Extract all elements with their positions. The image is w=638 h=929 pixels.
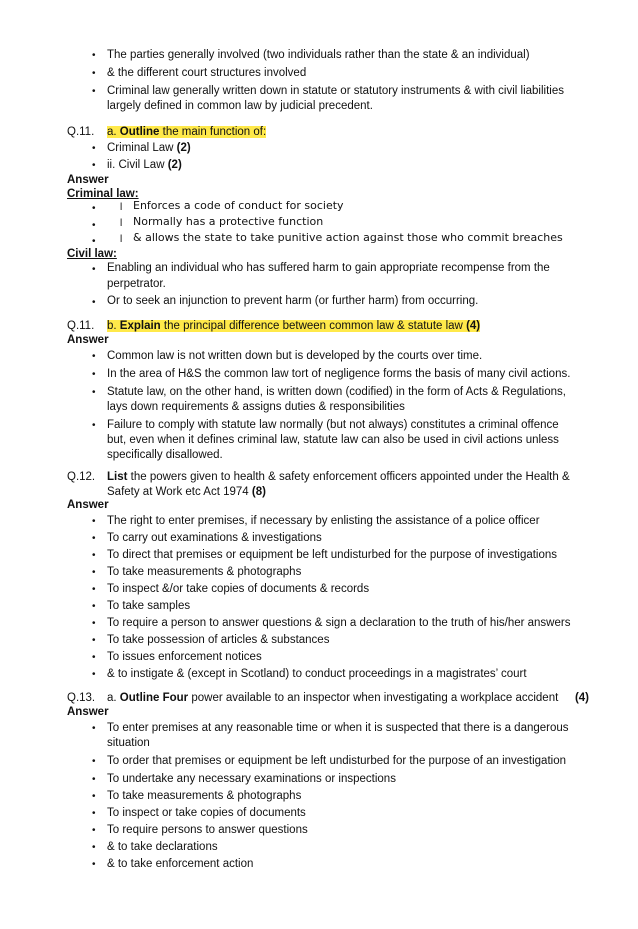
list-item: To take samples: [107, 600, 191, 612]
answer-label: Answer: [67, 174, 109, 186]
list-item: Enabling an individual who has suffered harm to gain appropriate recompense from the: [107, 262, 550, 274]
question-line: Safety at Work etc Act 1974: [107, 486, 249, 498]
bullet-icon: •: [92, 220, 96, 231]
list-item: The parties generally involved (two individuals rather than the state & an individual): [107, 49, 530, 61]
bullet-icon: •: [92, 774, 96, 785]
question-rest: power available to an inspector when investigating a workplace accident: [191, 692, 559, 704]
list-item-continuation: perpetrator.: [107, 278, 166, 290]
bullet-icon: •: [92, 842, 96, 853]
part-marks: (2): [176, 142, 191, 154]
list-item: To inspect or take copies of documents: [107, 807, 306, 819]
list-item: To require persons to answer questions: [107, 824, 308, 836]
bullet-icon: •: [92, 516, 96, 527]
list-item: Normally has a protective function: [133, 215, 324, 228]
list-item: To enter premises at any reasonable time or when it is suspected that there is a dangerous: [107, 722, 569, 734]
bullet-icon: •: [92, 723, 96, 734]
question-rest: the main function of:: [162, 126, 267, 138]
question-prefix: a.: [107, 126, 117, 138]
list-item: Enforces a code of conduct for society: [133, 199, 344, 212]
list-item: To order that premises or equipment be left undisturbed for the purpose of an investigation: [107, 755, 566, 767]
criminal-law-heading: Criminal law:: [67, 188, 139, 200]
bullet-icon: •: [92, 669, 96, 680]
bullet-icon: •: [92, 236, 96, 247]
question-prefix: b.: [107, 320, 117, 332]
part-text: Criminal Law: [107, 142, 174, 154]
list-item: & to take declarations: [107, 841, 218, 853]
bullet-icon: •: [92, 601, 96, 612]
list-item: & to take enforcement action: [107, 858, 254, 870]
question-text: [107, 472, 589, 484]
list-item: Common law is not written down but is developed by the courts over time.: [107, 350, 483, 362]
question-number: Q.11.: [67, 320, 95, 332]
list-item: To take measurements & photographs: [107, 566, 302, 578]
bullet-icon: •: [92, 825, 96, 836]
list-item-continuation: specifically disallowed.: [107, 449, 223, 461]
bullet-icon: •: [92, 369, 96, 380]
answer-label: Answer: [67, 499, 109, 511]
list-item: To carry out examinations & investigations: [107, 532, 322, 544]
list-item: To issues enforcement notices: [107, 651, 262, 663]
bullet-icon: •: [92, 859, 96, 870]
question-verb: Outline: [119, 126, 160, 138]
bullet-icon: •: [92, 584, 96, 595]
marker-icon: l: [120, 234, 123, 245]
bullet-icon: •: [92, 160, 96, 171]
answer-label: Answer: [67, 706, 109, 718]
list-item: To take possession of articles & substances: [107, 634, 330, 646]
bullet-icon: •: [92, 203, 96, 214]
question-number: Q.11.: [67, 126, 95, 138]
bullet-icon: •: [92, 297, 96, 308]
part-marks: (2): [167, 159, 182, 171]
list-item: To take measurements & photographs: [107, 790, 302, 802]
bullet-icon: •: [92, 387, 96, 398]
list-item: To undertake any necessary examinations or inspections: [107, 773, 396, 785]
list-item: & allows the state to take punitive action against those who commit breaches: [133, 231, 563, 244]
bullet-icon: •: [92, 618, 96, 629]
question-marks: (4): [574, 692, 589, 704]
question-rest: the principal difference between common law & statute law: [163, 320, 463, 332]
bullet-icon: •: [92, 808, 96, 819]
list-item: The right to enter premises, if necessary by enlisting the assistance of a police officer: [107, 515, 540, 527]
question-text: [107, 127, 266, 139]
list-item: In the area of H&S the common law tort of negligence forms the basis of many civil actions.: [107, 368, 571, 380]
bullet-icon: •: [92, 791, 96, 802]
question-verb: Outline Four: [119, 692, 189, 704]
part-text: ii. Civil Law: [107, 159, 165, 171]
question-text-continuation: [107, 487, 266, 499]
list-item: To require a person to answer questions & sign a declaration to the truth of his/her answers: [107, 617, 571, 629]
answer-label: Answer: [67, 334, 109, 346]
list-item: [107, 160, 182, 172]
question-number: Q.13.: [67, 692, 96, 704]
question-number: Q.12.: [67, 471, 96, 483]
marker-icon: l: [120, 218, 123, 229]
bullet-icon: •: [92, 635, 96, 646]
bullet-icon: •: [92, 68, 96, 79]
list-item-continuation: but, even when it defines criminal law, statute law can also be used in civil actions unless: [107, 434, 559, 446]
bullet-icon: •: [92, 567, 96, 578]
question-marks: (4): [466, 320, 481, 332]
list-item: Or to seek an injunction to prevent harm (or further harm) from occurring.: [107, 295, 479, 307]
question-verb: List: [107, 471, 128, 483]
question-text: [107, 321, 480, 333]
question-line: the powers given to health & safety enforcement officers appointed under the Health &: [130, 471, 570, 483]
bullet-icon: •: [92, 533, 96, 544]
question-text: [107, 693, 589, 705]
list-item-continuation: largely defined in common law by judicial precedent.: [107, 100, 373, 112]
list-item: Statute law, on the other hand, is written down (codified) in the form of Acts & Regulations,: [107, 386, 566, 398]
list-item: To direct that premises or equipment be left undisturbed for the purpose of investigations: [107, 549, 558, 561]
bullet-icon: •: [92, 652, 96, 663]
list-item: To inspect &/or take copies of documents & records: [107, 583, 370, 595]
bullet-icon: •: [92, 50, 96, 61]
list-item-continuation: situation: [107, 737, 150, 749]
bullet-icon: •: [92, 351, 96, 362]
bullet-icon: •: [92, 756, 96, 767]
list-item: Failure to comply with statute law normally (but not always) constitutes a criminal offence: [107, 419, 559, 431]
list-item-continuation: lays down requirements & assigns duties & responsibilities: [107, 401, 405, 413]
civil-law-heading: Civil law:: [67, 248, 117, 260]
bullet-icon: •: [92, 550, 96, 561]
bullet-icon: •: [92, 86, 96, 97]
list-item: & to instigate & (except in Scotland) to conduct proceedings in a magistrates’ court: [107, 668, 527, 680]
question-marks: (8): [251, 486, 266, 498]
marker-icon: l: [120, 202, 123, 213]
bullet-icon: •: [92, 143, 96, 154]
bullet-icon: •: [92, 420, 96, 431]
question-prefix: a.: [107, 692, 117, 704]
list-item: [107, 143, 191, 155]
list-item: Criminal law generally written down in statute or statutory instruments & with civil liabilities: [107, 85, 564, 97]
list-item: & the different court structures involved: [107, 67, 307, 79]
bullet-icon: •: [92, 264, 96, 275]
question-verb: Explain: [119, 320, 161, 332]
